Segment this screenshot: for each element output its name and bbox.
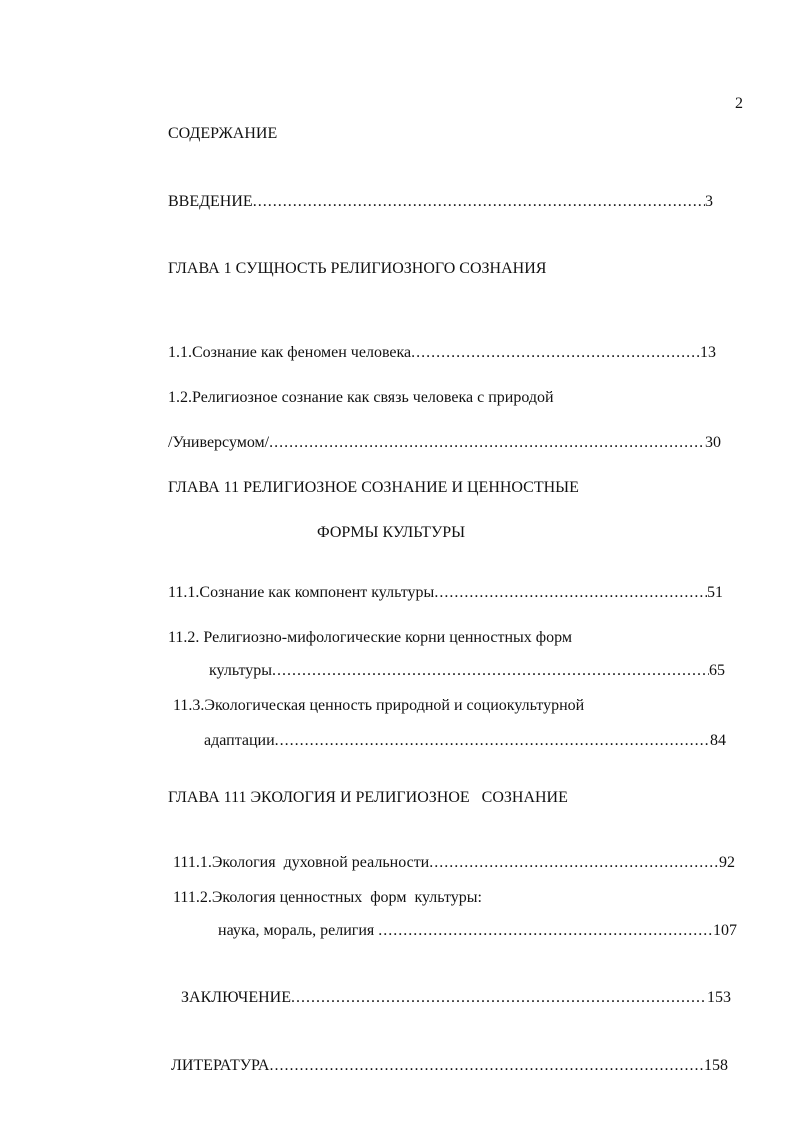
toc-entry-page: 153	[707, 989, 731, 1006]
toc-entry-label: ЗАКЛЮЧЕНИЕ	[181, 989, 291, 1006]
toc-entry-label: 111.1.Экология духовной реальности	[173, 854, 430, 871]
toc-entry-2-2[interactable]	[209, 661, 725, 681]
toc-entry-1-2-line1: 1.2.Религиозное сознание как связь человека с природой	[168, 389, 554, 406]
toc-entry-page: 65	[709, 662, 725, 679]
toc-entry-page: 3	[705, 193, 713, 210]
page-number: 2	[735, 95, 743, 112]
toc-entry-1-2[interactable]	[168, 433, 721, 453]
toc-entry-conclusion[interactable]	[181, 988, 731, 1008]
leader-dots	[275, 731, 710, 751]
toc-entry-label: 11.1.Сознание как компонент культуры	[168, 584, 435, 601]
toc-entry-2-1[interactable]	[168, 583, 723, 603]
toc-entry-intro[interactable]	[168, 192, 713, 212]
leader-dots	[434, 583, 707, 603]
toc-entry-2-3-line1: 11.3.Экологическая ценность природной и социокультурной	[173, 697, 585, 714]
toc-entry-2-2-line1: 11.2. Религиозно-мифологические корни ценностных форм	[168, 629, 573, 646]
chapter-2-heading-line1: ГЛАВА 11 РЕЛИГИОЗНОЕ СОЗНАНИЕ И ЦЕННОСТНЫЕ	[168, 479, 579, 496]
leader-dots	[378, 921, 713, 941]
toc-entry-page: 13	[700, 344, 716, 361]
toc-title: СОДЕРЖАНИЕ	[168, 125, 278, 142]
toc-entry-3-1[interactable]	[173, 853, 735, 873]
leader-dots	[269, 1056, 704, 1076]
toc-entry-page: 84	[710, 732, 726, 749]
toc-entry-3-2[interactable]	[218, 921, 737, 941]
chapter-1-heading: ГЛАВА 1 СУЩНОСТЬ РЕЛИГИОЗНОГО СОЗНАНИЯ	[168, 260, 547, 277]
toc-entry-2-3[interactable]	[204, 731, 726, 751]
toc-entry-page: 92	[719, 854, 735, 871]
toc-entry-label: /Универсумом/	[168, 434, 270, 451]
leader-dots	[253, 192, 705, 212]
toc-entry-page: 51	[707, 584, 723, 601]
toc-entry-label: наука, мораль, религия	[218, 922, 379, 939]
leader-dots	[291, 988, 707, 1008]
toc-entry-label: ВВЕДЕНИЕ	[168, 193, 253, 210]
chapter-2-heading-line2: ФОРМЫ КУЛЬТУРЫ	[317, 524, 466, 541]
toc-entry-label: адаптации	[204, 732, 275, 749]
leader-dots	[269, 433, 705, 453]
toc-entry-page: 30	[705, 434, 721, 451]
toc-entry-label: 1.1.Сознание как феномен человека	[168, 344, 412, 361]
leader-dots	[411, 343, 700, 363]
toc-entry-page: 158	[704, 1057, 728, 1074]
leader-dots	[429, 853, 719, 873]
toc-entry-1-1[interactable]	[168, 343, 716, 363]
toc-entry-3-2-line1: 111.2.Экология ценностных форм культуры:	[173, 889, 482, 906]
toc-entry-page: 107	[713, 922, 737, 939]
toc-entry-label: ЛИТЕРАТУРА	[171, 1057, 270, 1074]
leader-dots	[272, 661, 709, 681]
toc-entry-label: культуры	[209, 662, 273, 679]
toc-entry-literature[interactable]	[171, 1056, 728, 1076]
chapter-3-heading: ГЛАВА 111 ЭКОЛОГИЯ И РЕЛИГИОЗНОЕ СОЗНАНИЕ	[168, 789, 568, 806]
